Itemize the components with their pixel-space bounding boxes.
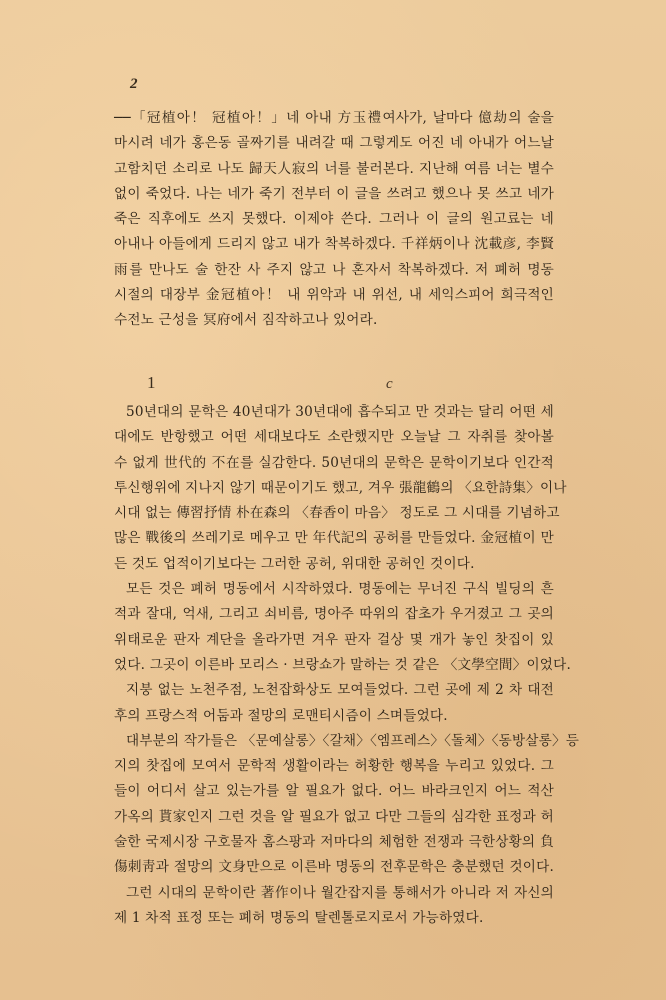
body-line: 후의 프랑스적 어둠과 절망의 로맨티시즘이 스며들었다. [114, 707, 448, 724]
body-line: 시대 없는 傳習抒情 朴在森의 〈春香이 마음〉 정도로 그 시대를 기념하고 [114, 505, 560, 522]
body-line: 술한 국제시장 구호물자 홈스팡과 저마다의 체험한 전쟁과 극한상황의 負 [114, 834, 554, 851]
epigraph-line: 없이 죽었다. 나는 네가 죽기 전부터 이 글을 쓰려고 했으나 못 쓰고 네가 [114, 185, 554, 202]
body-line: 위태로운 판자 계단을 올라가면 겨우 판자 걸상 몇 개가 놓인 찻집이 있 [114, 631, 554, 648]
body-line: 지붕 없는 노천주점, 노천잡화상도 모여들었다. 그런 곳에 제 2 차 대전 [126, 682, 554, 699]
epigraph-line: 아내나 아들에게 드리지 않고 내가 착복하겠다. 千祥炳이나 沈載彦, 李賢 [114, 236, 554, 253]
body-line: 었다. 그곳이 이른바 모리스 · 브랑쇼가 말하는 것 같은 〈文學空間〉이었다. [114, 656, 571, 673]
body-line: 투신행위에 지나지 않기 때문이기도 했고, 겨우 張龍鶴의 〈요한詩集〉이나 [114, 479, 567, 496]
stray-pen-mark: c [386, 376, 393, 392]
body-line: 들이 어디서 살고 있는가를 알 필요가 없다. 어느 바라크인지 어느 적산 [114, 783, 554, 800]
body-line: 50년대의 문학은 40년대가 30년대에 흡수되고 만 것과는 달리 어떤 세 [126, 404, 554, 420]
body-line: 제 1 차적 표정 또는 폐허 명동의 탈렌톨로지로서 가능하였다. [114, 909, 484, 926]
body-line: 많은 戰後의 쓰레기로 메우고 만 年代記의 공허를 만들었다. 金冠植이 만 [114, 530, 554, 547]
body-line: 傷刺靑과 절망의 文身만으로 이른바 명동의 전후문학은 충분했던 것이다. [114, 859, 554, 876]
body-line: 지의 찻집에 모여서 문학적 생활이라는 허황한 행복을 누리고 있었다. 그 [114, 758, 554, 775]
body-line: 대에도 반항했고 어떤 세대보다도 소란했지만 오늘날 그 자취를 찾아볼 [114, 429, 554, 446]
epigraph-line: 고함치던 소리로 나도 歸天人寂의 너를 불러본다. 지난해 여름 너는 별수 [114, 160, 554, 177]
body-line: 적과 잘대, 억새, 그리고 쇠비름, 명아주 따위의 잡초가 우거졌고 그 곳의 [114, 606, 554, 623]
epigraph-line: 죽은 직후에도 쓰지 못했다. 이제야 쓴다. 그러나 이 글의 원고료는 네 [114, 211, 554, 228]
epigraph-line: 수전노 근성을 冥府에서 짐작하고나 있어라. [114, 312, 378, 329]
body-line: 가옥의 貰家인지 그런 것을 알 필요가 없고 다만 그들의 심각한 표정과 허 [114, 808, 554, 825]
body-line: 든 것도 업적이기보다는 그러한 공허, 위대한 공허인 것이다. [114, 555, 475, 572]
epigraph-line: 시절의 대장부 金冠植아！ 내 위악과 내 위선, 내 세익스피어 희극적인 [114, 287, 554, 304]
epigraph-line: 마시려 네가 홍은동 골짜기를 내려갈 때 그렇게도 어진 네 아내가 어느날 [114, 135, 554, 152]
body-line: 수 없게 世代的 不在를 실감한다. 50년대의 문학은 문학이기보다 인간적 [114, 454, 554, 471]
section-number: 1 [147, 373, 156, 392]
body-line: 그런 시대의 문학이란 著作이나 월간잡지를 통해서가 아니라 저 자신의 [126, 884, 554, 901]
epigraph-block [114, 106, 554, 334]
body-line: 모든 것은 폐허 명동에서 시작하였다. 명동에는 무너진 구식 빌딩의 흔 [126, 581, 554, 598]
epigraph-line: 雨를 만나도 술 한잔 사 주지 않고 나 혼자서 착복하겠다. 저 폐허 명동 [114, 261, 554, 278]
body-text-block [114, 400, 580, 931]
epigraph-line: ──「冠植아！ 冠植아！」네 아내 方玉禮여사가, 날마다 億劫의 술을 [114, 110, 554, 126]
body-line: 대부분의 작가들은 〈문예살롱〉〈갈채〉〈엠프레스〉〈돌체〉〈동방살롱〉등 [126, 732, 580, 749]
page-number: 2 [130, 76, 138, 92]
